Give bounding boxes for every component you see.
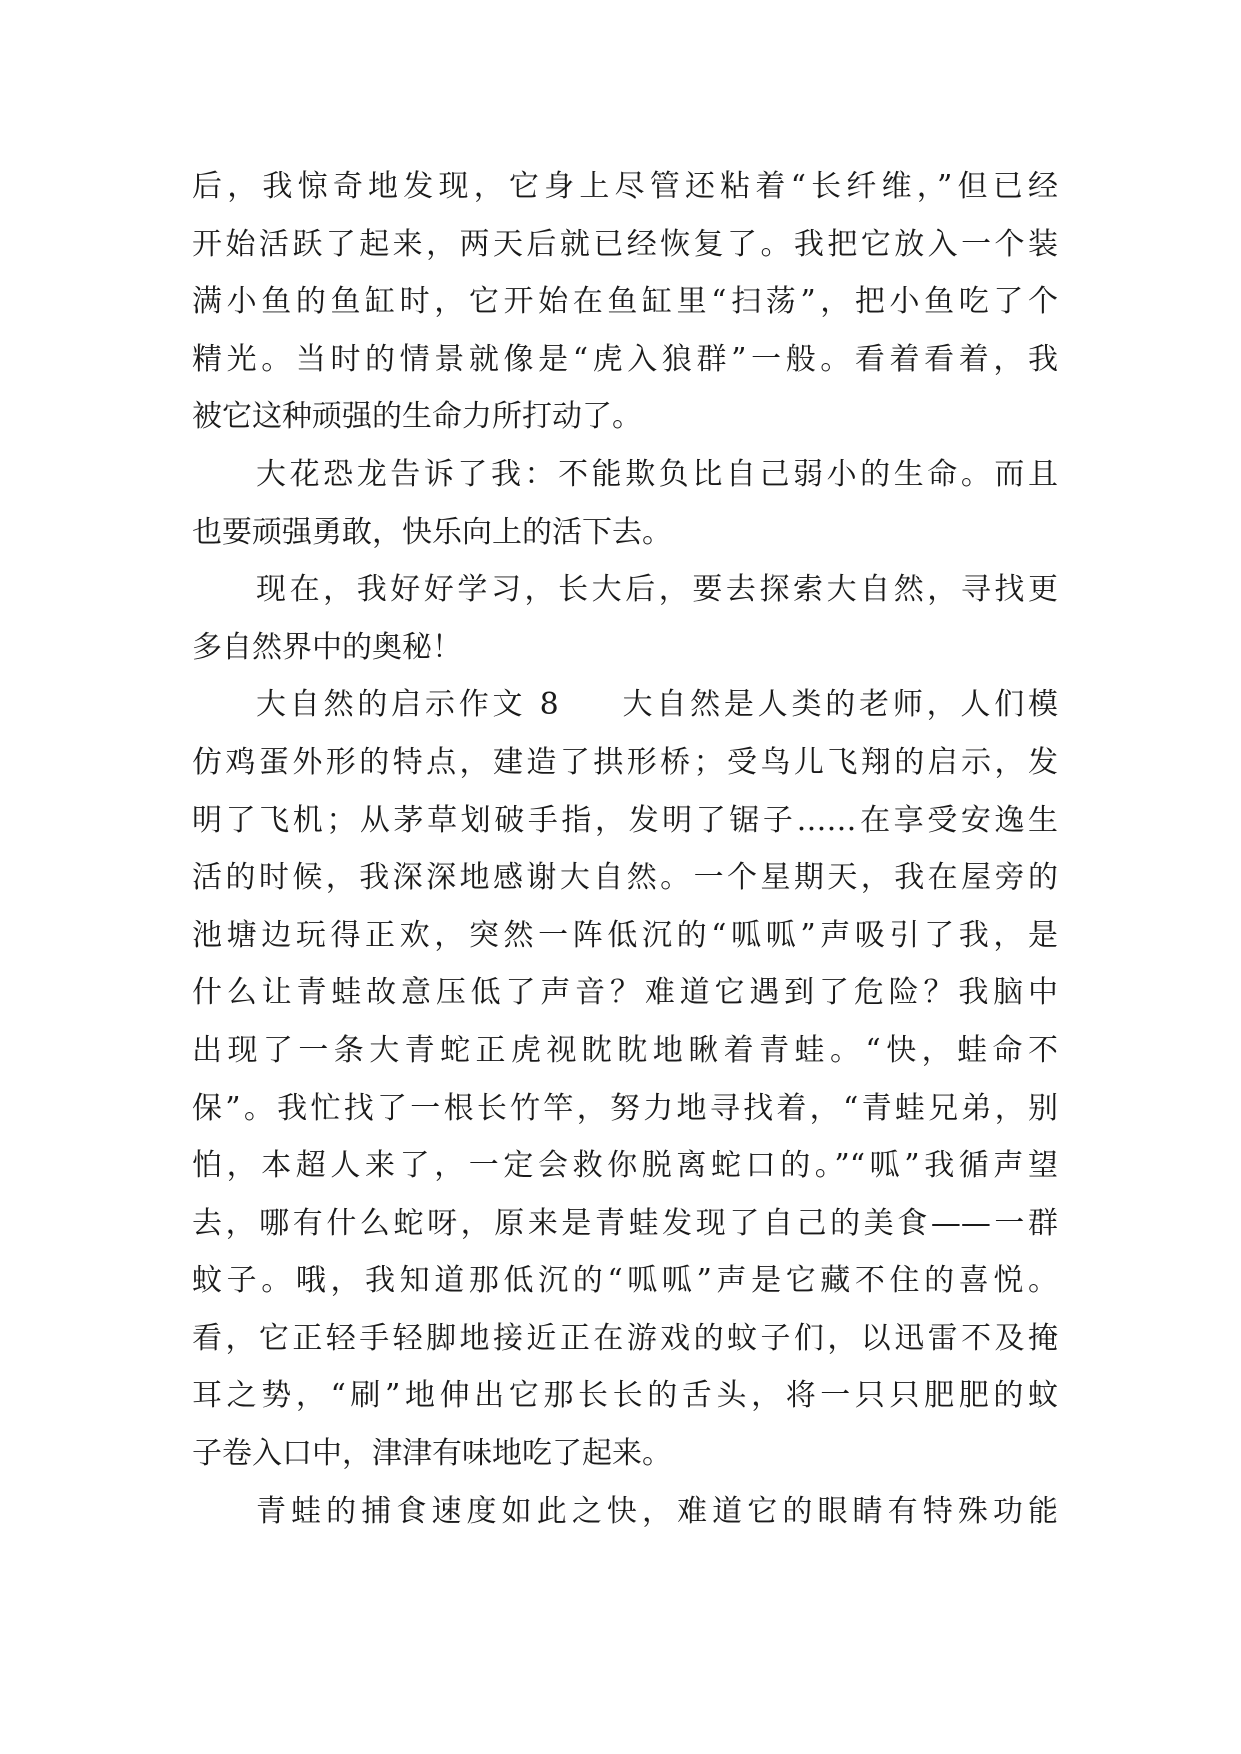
line-text: 现在，我好好学习，长大后，要去探索大自然，寻找更 (256, 572, 1058, 608)
line-text: 看，它正轻手轻脚地接近正在游戏的蚊子们，以迅雷不及掩 (192, 1320, 1058, 1356)
line-text: 多自然界中的奥秘！ (192, 629, 462, 665)
text-line (192, 1022, 1058, 1080)
document-body (192, 158, 1058, 1540)
line-text: 去，哪有什么蛇呀，原来是青蛙发现了自己的美食——一群 (192, 1205, 1058, 1241)
text-line (192, 388, 1058, 446)
text-line (192, 1195, 1058, 1253)
text-line (192, 1367, 1058, 1425)
line-text: 耳之势，“刷”地伸出它那长长的舌头，将一只只肥肥的蚊 (192, 1378, 1058, 1414)
text-line (192, 792, 1058, 850)
text-line (192, 734, 1058, 792)
line-text: 被它这种顽强的生命力所打动了。 (192, 399, 642, 435)
text-line (192, 1252, 1058, 1310)
line-text: 大自然是人类的老师，人们模 (618, 687, 1059, 723)
text-line (192, 1425, 1058, 1483)
line-text: 怕，本超人来了，一定会救你脱离蛇口的。”“呱”我循声望 (192, 1148, 1058, 1184)
text-line (192, 907, 1058, 965)
line-text: 青蛙的捕食速度如此之快，难道它的眼睛有特殊功能 (256, 1493, 1058, 1529)
line-text: 满小鱼的鱼缸时，它开始在鱼缸里“扫荡”，把小鱼吃了个 (192, 284, 1058, 320)
line-text: 明了飞机；从茅草划破手指，发明了锯子……在享受安逸生 (192, 802, 1058, 838)
line-text: 子卷入口中，津津有味地吃了起来。 (192, 1436, 672, 1472)
text-line (192, 964, 1058, 1022)
line-text: 仿鸡蛋外形的特点，建造了拱形桥；受鸟儿飞翔的启示，发 (192, 744, 1058, 780)
line-text: 什么让青蛙故意压低了声音？难道它遇到了危险？我脑中 (192, 975, 1058, 1011)
heading-line (192, 676, 1058, 734)
line-text: 后，我惊奇地发现，它身上尽管还粘着“长纤维，”但已经 (192, 169, 1058, 204)
line-text: 活的时候，我深深地感谢大自然。一个星期天，我在屋旁的 (192, 860, 1058, 896)
line-text: 蚊子。哦，我知道那低沉的“呱呱”声是它藏不住的喜悦。 (192, 1263, 1058, 1299)
text-line (192, 504, 1058, 562)
essay-heading: 大自然的启示作文 8 (256, 687, 559, 723)
line-text: 大花恐龙告诉了我：不能欺负比自己弱小的生命。而且 (256, 456, 1058, 492)
text-line (192, 619, 1058, 677)
text-line (192, 561, 1058, 619)
text-line (192, 331, 1058, 389)
text-line (192, 158, 1058, 216)
line-text: 池塘边玩得正欢，突然一阵低沉的“呱呱”声吸引了我，是 (192, 917, 1058, 953)
text-line (192, 446, 1058, 504)
text-line (192, 1310, 1058, 1368)
text-line (192, 216, 1058, 274)
line-text: 精光。当时的情景就像是“虎入狼群”一般。看着看着，我 (192, 341, 1058, 377)
line-text: 保”。我忙找了一根长竹竿，努力地寻找着，“青蛙兄弟，别 (192, 1090, 1058, 1126)
text-line (192, 1483, 1058, 1541)
line-text: 也要顽强勇敢，快乐向上的活下去。 (192, 514, 672, 550)
text-line (192, 273, 1058, 331)
text-line (192, 849, 1058, 907)
text-line (192, 1137, 1058, 1195)
text-line (192, 1080, 1058, 1138)
line-text: 开始活跃了起来，两天后就已经恢复了。我把它放入一个装 (192, 226, 1058, 262)
line-text: 出现了一条大青蛇正虎视眈眈地瞅着青蛙。“快，蛙命不 (192, 1032, 1058, 1068)
